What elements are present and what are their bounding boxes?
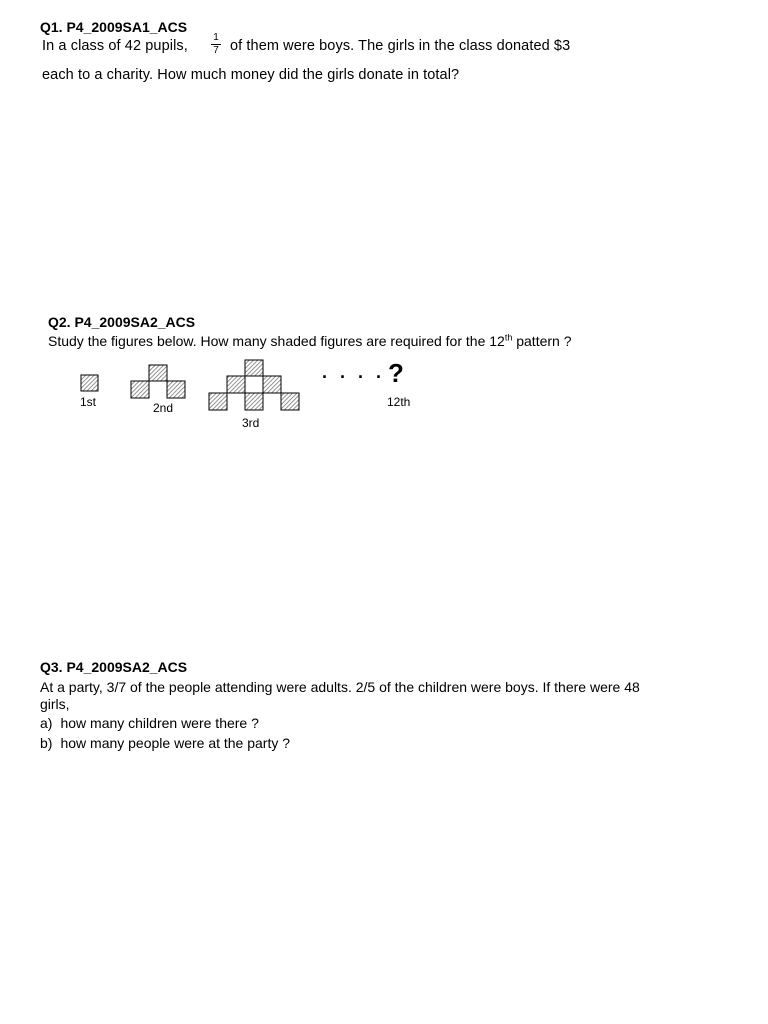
q1-fraction-numerator: 1 — [213, 32, 219, 43]
q3-item-a-marker: a) — [40, 715, 53, 731]
q1-line2: each to a charity. How much money did the girls donate in total? — [42, 67, 460, 83]
q1-title: Q1. P4_2009SA1_ACS — [40, 19, 188, 35]
pattern-1-label: 1st — [80, 395, 97, 409]
q1-line1-end: of them were boys. The girls in the class donated $3 — [230, 38, 571, 54]
continuation-dots: . . . . — [322, 362, 386, 382]
q3-item-b-text: how many people were at the party ? — [60, 735, 291, 751]
q1-line1-start: In a class of 42 pupils, — [42, 38, 188, 54]
q3-line2: girls, — [40, 696, 70, 712]
q1-fraction-denominator: 7 — [213, 45, 219, 56]
pattern-3-square — [245, 393, 263, 410]
pattern-3-square — [263, 376, 281, 393]
q3-item-a — [40, 715, 259, 731]
pattern-12-label: 12th — [387, 395, 411, 409]
q2-title: Q2. P4_2009SA2_ACS — [48, 314, 196, 330]
q3-title: Q3. P4_2009SA2_ACS — [40, 659, 188, 675]
pattern-3-square — [209, 393, 227, 410]
q3-item-b — [40, 735, 290, 751]
pattern-3-square — [245, 360, 263, 376]
pattern-2-square — [167, 381, 185, 398]
pattern-2-label: 2nd — [153, 401, 174, 415]
q2-question-text: Study the figures below. How many shaded figures are required for the 12 — [48, 333, 505, 349]
pattern-3-label: 3rd — [242, 416, 260, 430]
q3-item-a-text: how many children were there ? — [60, 715, 259, 731]
q1-fraction — [210, 33, 222, 56]
q3-line1: At a party, 3/7 of the people attending were adults. 2/5 of the children were boys. If there were 48 — [40, 679, 640, 695]
question-mark: ? — [388, 358, 404, 388]
q2-question-superscript: th — [504, 332, 513, 343]
pattern-2-square — [131, 381, 149, 398]
pattern-1-square — [81, 375, 98, 391]
q2-question-tail: pattern ? — [512, 333, 572, 349]
q3-item-b-marker: b) — [40, 735, 53, 751]
pattern-3-square — [227, 376, 245, 393]
pattern-3-square — [281, 393, 299, 410]
pattern-2-square — [149, 365, 167, 381]
q2-question — [48, 333, 572, 349]
